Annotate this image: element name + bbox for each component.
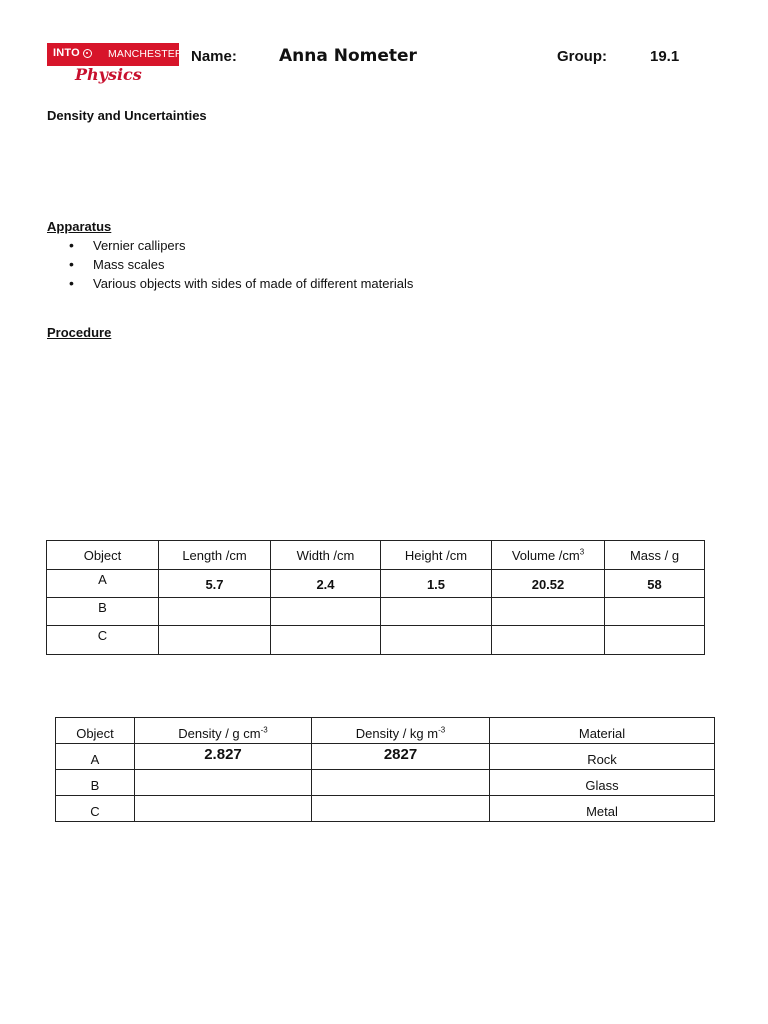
header-cell: Object <box>56 718 135 744</box>
logo-subject: Physics <box>75 65 142 84</box>
table-cell: A <box>47 570 159 598</box>
table-row <box>56 796 715 822</box>
volume-header-text: Volume /cm <box>511 547 580 563</box>
table-header-row <box>47 541 705 570</box>
table-row <box>56 770 715 796</box>
table-cell: C <box>47 626 159 655</box>
table-cell <box>312 796 490 822</box>
table-cell <box>492 626 605 655</box>
header-cell: Length /cm <box>159 541 271 570</box>
procedure-heading: Procedure <box>47 325 112 340</box>
list-item: • Mass scales <box>47 255 413 274</box>
header-cell: Height /cm <box>381 541 492 570</box>
table-cell: 1.5 <box>381 570 492 598</box>
table-cell <box>381 626 492 655</box>
table-cell: 58 <box>605 570 705 598</box>
logo-circle-icon <box>83 49 92 58</box>
group-value: 19.1 <box>650 48 680 65</box>
logo-partner: MANCHESTER <box>108 48 183 60</box>
table-cell: 2827 <box>312 744 490 770</box>
manchester-physics-logo <box>47 43 183 89</box>
table-header-row <box>56 718 715 744</box>
table-cell <box>381 598 492 626</box>
table-row <box>47 570 705 598</box>
table-row <box>47 626 705 655</box>
table-cell: 20.52 <box>492 570 605 598</box>
header-cell: Material <box>490 718 715 744</box>
table-cell: C <box>56 796 135 822</box>
table-cell <box>159 626 271 655</box>
table-cell: Metal <box>490 796 715 822</box>
table-cell <box>271 598 381 626</box>
density-kg-exponent: -3 <box>438 725 446 735</box>
volume-exponent: 3 <box>579 547 585 557</box>
name-value: Anna Nometer <box>279 46 417 66</box>
apparatus-list <box>47 236 413 293</box>
header-cell: Mass / g <box>605 541 705 570</box>
name-label: Name: <box>191 48 237 65</box>
header-cell: Width /cm <box>271 541 381 570</box>
header-cell: Object <box>47 541 159 570</box>
header-cell <box>135 718 312 744</box>
density-g-exponent: -3 <box>260 725 268 735</box>
density-table <box>55 717 715 822</box>
table-cell <box>135 796 312 822</box>
table-cell <box>605 598 705 626</box>
table-row <box>47 598 705 626</box>
density-g-header-text: Density / g cm <box>178 726 261 741</box>
group-label: Group: <box>557 48 607 65</box>
table-cell <box>312 770 490 796</box>
page-title: Density and Uncertainties <box>47 108 207 123</box>
table-cell: Rock <box>490 744 715 770</box>
table-cell <box>135 770 312 796</box>
table-cell: B <box>56 770 135 796</box>
table-cell <box>159 598 271 626</box>
header-cell <box>312 718 490 744</box>
measurements-table <box>46 540 705 655</box>
table-cell <box>605 626 705 655</box>
list-item: • Vernier callipers <box>47 236 413 255</box>
table-cell <box>271 626 381 655</box>
table-row <box>56 744 715 770</box>
logo-brand: INTO <box>53 47 80 59</box>
table-cell: 2.827 <box>135 744 312 770</box>
table-cell: A <box>56 744 135 770</box>
apparatus-heading: Apparatus <box>47 219 112 234</box>
table-cell: 2.4 <box>271 570 381 598</box>
header-cell <box>492 541 605 570</box>
table-cell <box>492 598 605 626</box>
table-cell: B <box>47 598 159 626</box>
table-cell: Glass <box>490 770 715 796</box>
density-kg-header-text: Density / kg m <box>355 726 439 741</box>
table-cell: 5.7 <box>159 570 271 598</box>
list-item: • Various objects with sides of made of different materials <box>47 274 413 293</box>
